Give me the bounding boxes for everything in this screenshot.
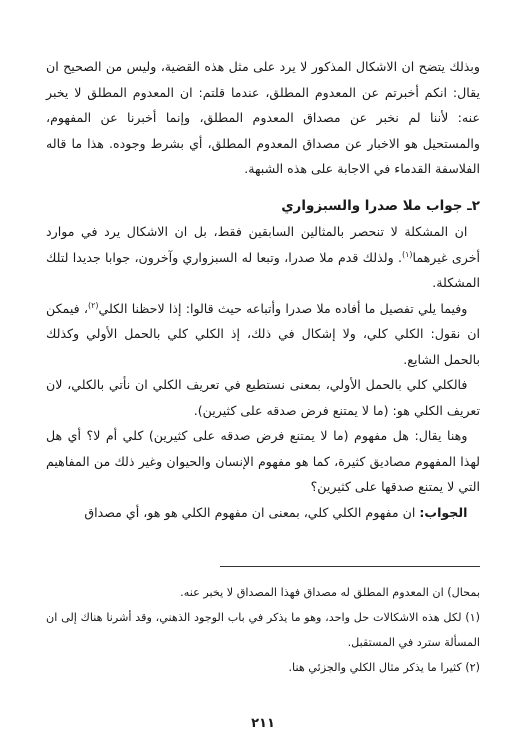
- paragraph-detail-text-2: ، فيمكن ان نقول: الكلي كلي، ولا إشكال في ذلك، إذ الكلي كلي بالحمل الأولي وكذلك بالحمل الشايع.: [46, 300, 480, 367]
- paragraph-problem-text: ان المشكلة لا تنحصر بالمثالين السابقين فقط، بل ان الاشكال يرد في موارد أخرى غيرهما: [46, 224, 481, 265]
- answer-label: الجواب:: [419, 504, 468, 520]
- paragraph-answer: [46, 500, 480, 526]
- paragraph-detail-text: وفيما يلي تفصيل ما أفاده ملا صدرا وأتباعه حيث قالوا: إذا لاحظنا الكلي: [98, 300, 468, 316]
- footnote-continued: بمحال) ان المعدوم المطلق له مصداق فهذا المصداق لا يخبر عنه.: [180, 586, 480, 599]
- footnote-ref-1[interactable]: (١): [401, 249, 413, 259]
- section-heading: ٢ـ جواب ملا صدرا والسبزواري: [281, 197, 480, 214]
- main-text: [46, 54, 480, 525]
- footnote-ref-2[interactable]: (٢): [87, 300, 99, 310]
- footnote-2: (٢) كثيرا ما يذكر مثال الكلي والجزئي هنا.: [288, 661, 480, 674]
- paragraph-problem-text-2: . ولذلك قدم ملا صدرا، وتبعا له السبزواري وآخرون، جوابا جديدا لتلك المشكلة.: [46, 249, 480, 290]
- footnotes: [46, 580, 480, 680]
- paragraph-conclusion: وبذلك يتضح ان الاشكال المذكور لا يرد على مثل هذه القضية، وليس من الصحيح ان يقال: انكم أخبرتم عن المعدوم المطلق، عندما قلتم: ان المعدوم المطلق لا يخبر عنه: لأننا لم نخبر عن مصداق المعدوم المطلق، وإنما أخبرنا عن المفهوم، والمستحيل هو الاخبار عن مصداق المعدوم المطلق، أي بشرط وجوده. هذا ما قاله الفلاسفة القدماء في الاجابة على هذه الشبهة.: [46, 59, 480, 176]
- paragraph-question-text: وهنا يقال: هل مفهوم (ما لا يمتنع فرض صدقه على كثيرين) كلي أم لا؟ أي هل لهذا المفهوم مصاديق كثيرة، كما هو مفهوم الإنسان والحيوان وغير ذلك من المفاهيم التي لا يمتنع صدقها على كثيرين؟: [46, 428, 480, 494]
- footnote-separator: [220, 566, 480, 567]
- paragraph-detail: [46, 296, 480, 373]
- paragraph-question: [46, 423, 480, 500]
- paragraph-problem: [46, 219, 480, 296]
- paragraph-primary-predication: [46, 372, 480, 423]
- paragraph-primary-predication-text: فالكلي كلي بالحمل الأولي، بمعنى نستطيع في تعريف الكلي ان نأتي بالكلي، لان تعريف الكلي هو: (ما لا يمتنع فرض صدقه على كثيرين).: [46, 377, 480, 418]
- footnote-1: (١) لكل هذه الاشكالات حل واحد، وهو ما يذكر في باب الوجود الذهني، وقد أشرنا هناك إلى ان المسألة سترد في المستقبل.: [46, 611, 480, 649]
- page-number: ٢١١: [251, 716, 275, 731]
- answer-text: ان مفهوم الكلي كلي، بمعنى ان مفهوم الكلي هو هو، أي مصداق: [84, 504, 420, 520]
